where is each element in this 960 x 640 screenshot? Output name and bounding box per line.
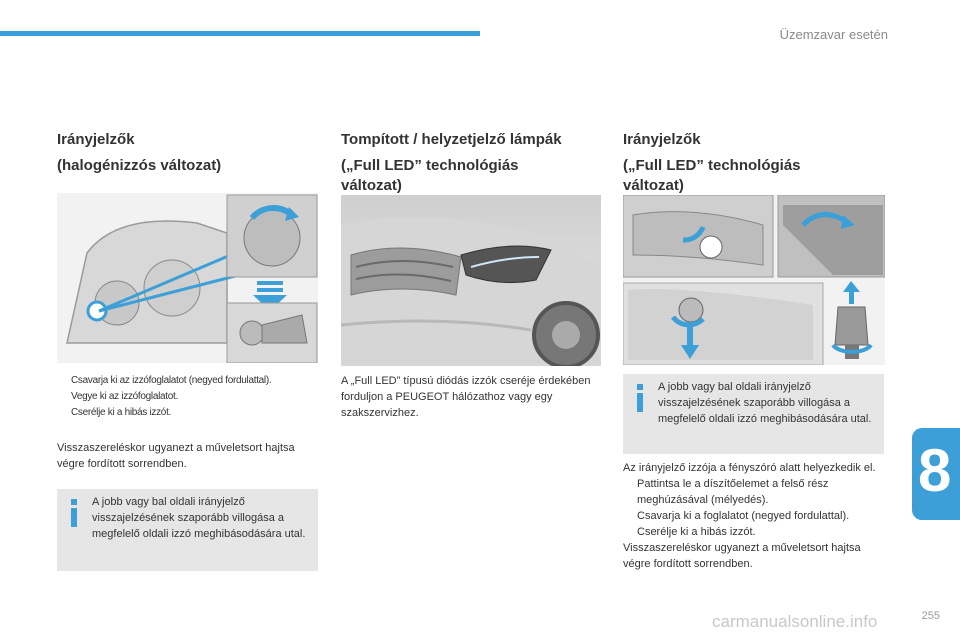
list-item: Csavarja ki az izzófoglalatot (negyed fordulattal). xyxy=(57,373,319,389)
reassembly-text: Visszaszereléskor ugyanezt a műveletsort hajtsa végre fordított sorrendben. xyxy=(623,542,861,570)
info-box-led xyxy=(623,374,884,454)
bullet-icon xyxy=(623,476,637,508)
watermark: carmanualsonline.info xyxy=(712,612,878,631)
info-text: A jobb vagy bal oldali irányjelző visszajelzésének szaporább villogása a megfelelő oldali izzó meghibásodására utal. xyxy=(92,496,306,540)
list-item: Csavarja ki a foglalatot (negyed fordulattal). xyxy=(623,508,885,524)
section-subtitle: („Full LED” technológiás xyxy=(341,157,519,174)
section-subtitle-cont: változat) xyxy=(623,177,684,194)
bullet-icon xyxy=(57,373,71,389)
section-subtitle-cont: változat) xyxy=(341,177,402,194)
halogen-steps-list xyxy=(57,373,319,421)
halogen-bulb-illustration xyxy=(57,193,318,363)
led-indicator-illustration xyxy=(623,195,885,365)
info-icon xyxy=(66,499,82,527)
list-item: Vegye ki az izzófoglalatot. xyxy=(57,389,319,405)
section-subtitle: (halogénizzós változat) xyxy=(57,157,222,174)
section-led-indicators xyxy=(623,130,885,196)
bullet-icon xyxy=(623,524,637,540)
chapter-tab xyxy=(912,428,960,520)
section-subtitle: („Full LED” technológiás xyxy=(623,157,801,174)
info-text: A jobb vagy bal oldali irányjelző visszajelzésének szaporább villogása a megfelelő oldali izzó meghibásodására utal. xyxy=(658,381,872,425)
led-indicator-instructions xyxy=(623,460,885,572)
section-title: Irányjelzők xyxy=(623,131,701,148)
section-title: Tompított / helyzetjelző lámpák xyxy=(341,131,562,148)
list-item: Cserélje ki a hibás izzót. xyxy=(623,524,885,540)
page-number: 255 xyxy=(921,610,940,622)
list-item: Cserélje ki a hibás izzót. xyxy=(57,405,319,421)
info-icon xyxy=(632,384,648,412)
section-led-low-beam xyxy=(341,130,603,196)
top-accent-bar xyxy=(0,31,480,36)
section-halogen-indicators xyxy=(57,130,319,176)
bullet-icon xyxy=(623,508,637,524)
chapter-number: 8 xyxy=(918,437,952,504)
bullet-icon xyxy=(57,389,71,405)
list-item: Pattintsa le a díszítőelemet a felső rész meghúzásával (mélyedés). xyxy=(623,476,885,508)
intro-text: Az irányjelző izzója a fényszóró alatt helyezkedik el. xyxy=(623,462,876,474)
led-low-beam-text: A „Full LED” típusú diódás izzók cseréje érdekében forduljon a PEUGEOT hálózathoz vagy egy szakszervizhez. xyxy=(341,375,591,419)
info-box-halogen xyxy=(57,489,318,571)
led-headlamp-illustration xyxy=(341,195,601,366)
halogen-reassembly-text: Visszaszereléskor ugyanezt a műveletsort hajtsa végre fordított sorrendben. xyxy=(57,442,295,470)
section-title: Irányjelzők xyxy=(57,131,135,148)
chapter-title: Üzemzavar esetén xyxy=(779,27,888,42)
bullet-icon xyxy=(57,405,71,421)
